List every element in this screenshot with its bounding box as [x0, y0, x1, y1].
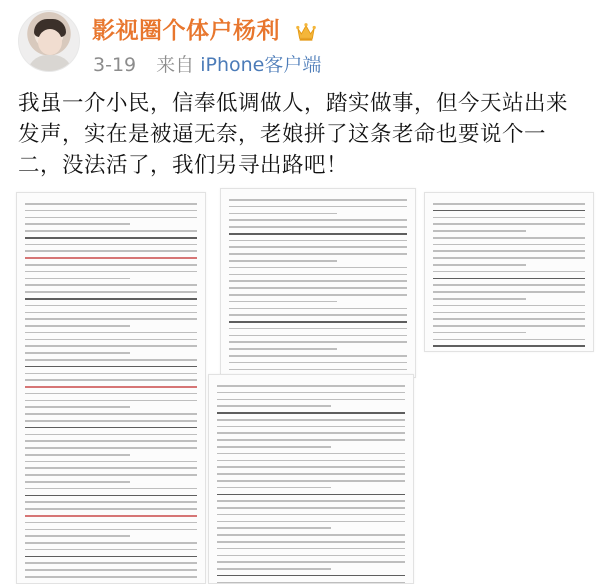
- document-text-line: [433, 318, 585, 320]
- document-text-line: [25, 576, 197, 578]
- document-text-line: [229, 294, 407, 296]
- document-text-line: [217, 412, 405, 414]
- document-text-line: [25, 501, 197, 503]
- document-text-line: [25, 420, 197, 422]
- document-text-line: [217, 385, 405, 387]
- document-text-line: [25, 230, 197, 232]
- document-text-line: [229, 287, 407, 289]
- document-text-line: [25, 332, 197, 334]
- document-text-line: [25, 447, 197, 449]
- document-text-line: [25, 298, 197, 300]
- document-text-line: [433, 284, 585, 286]
- document-text-line: [25, 393, 197, 395]
- post-date: 3-19: [93, 54, 137, 76]
- document-text-line: [229, 219, 407, 221]
- post-body-text: 我虽一介小民，信奉低调做人，踏实做事，但今天站出来发声，实在是被逼无奈，老娘拼了这条老命也要说个一二，没法活了，我们另寻出路吧！: [18, 91, 569, 178]
- document-text-line: [25, 495, 197, 497]
- document-text-line: [433, 298, 526, 300]
- document-text-line: [433, 325, 585, 327]
- document-text-line: [25, 542, 197, 544]
- document-text-line: [433, 264, 526, 266]
- post-meta: [93, 50, 321, 77]
- document-text-line: [25, 556, 197, 558]
- document-text-line: [25, 291, 197, 293]
- crown-icon: [295, 22, 317, 42]
- document-text-line: [25, 474, 197, 476]
- document-text-line: [25, 359, 197, 361]
- document-text-line: [25, 284, 197, 286]
- document-text-line: [25, 305, 197, 307]
- document-text-line: [25, 250, 197, 252]
- document-text-line: [229, 341, 407, 343]
- document-text-line: [25, 223, 130, 225]
- document-text-line: [433, 250, 585, 252]
- user-avatar[interactable]: [18, 10, 80, 72]
- document-text-line: [25, 427, 197, 429]
- document-text-line: [217, 426, 405, 428]
- document-text-line: [433, 332, 526, 334]
- document-text-line: [217, 453, 405, 455]
- document-text-line: [229, 213, 337, 215]
- document-text-line: [217, 487, 331, 489]
- document-text-line: [217, 460, 405, 462]
- post-header: [0, 0, 600, 86]
- document-text-line: [25, 562, 197, 564]
- document-text-line: [25, 515, 197, 517]
- document-text-line: [229, 240, 407, 242]
- document-text-line: [433, 223, 585, 225]
- document-text-line: [25, 352, 130, 354]
- document-text-line: [229, 301, 337, 303]
- document-text-line: [433, 312, 585, 314]
- document-text-line: [229, 267, 407, 269]
- document-text-line: [25, 373, 197, 375]
- document-text-line: [25, 454, 130, 456]
- document-text-line: [229, 335, 407, 337]
- document-text-line: [25, 440, 197, 442]
- document-text-line: [25, 264, 197, 266]
- document-text-line: [25, 406, 130, 408]
- document-text-line: [217, 432, 405, 434]
- document-text-line: [229, 206, 407, 208]
- document-text-line: [25, 467, 197, 469]
- document-text-line: [25, 318, 197, 320]
- document-text-line: [217, 575, 405, 577]
- document-text-line: [25, 244, 197, 246]
- document-text-line: [217, 466, 405, 468]
- document-text-line: [229, 369, 407, 371]
- document-text-line: [217, 473, 405, 475]
- document-text-line: [433, 291, 585, 293]
- document-text-line: [25, 413, 197, 415]
- document-text-line: [217, 405, 331, 407]
- document-text-line: [433, 210, 585, 212]
- document-text-line: [25, 203, 197, 205]
- document-text-line: [229, 321, 407, 323]
- document-text-line: [217, 568, 331, 570]
- document-text-line: [217, 521, 405, 523]
- document-text-line: [433, 339, 585, 341]
- document-text-line: [217, 548, 405, 550]
- document-text-line: [25, 400, 197, 402]
- document-page-4[interactable]: [208, 374, 414, 584]
- document-text-line: [433, 217, 585, 219]
- document-page-1[interactable]: [16, 192, 206, 584]
- document-text-line: [433, 203, 585, 205]
- document-text-line: [25, 325, 130, 327]
- document-text-line: [229, 314, 407, 316]
- document-text-line: [25, 488, 197, 490]
- document-text-line: [229, 260, 337, 262]
- document-text-line: [229, 199, 407, 201]
- document-text-line: [433, 278, 585, 280]
- author-name[interactable]: 影视圈个体户杨利: [92, 12, 317, 45]
- document-text-line: [433, 345, 585, 347]
- document-text-line: [229, 274, 407, 276]
- document-text-line: [217, 399, 405, 401]
- document-page-2[interactable]: [220, 188, 416, 378]
- document-text-line: [433, 257, 585, 259]
- document-text-line: [433, 230, 526, 232]
- document-text-line: [25, 339, 197, 341]
- document-text-line: [229, 362, 407, 364]
- document-text-line: [25, 434, 197, 436]
- document-text-line: [217, 527, 331, 529]
- document-text-line: [229, 253, 407, 255]
- document-text-line: [229, 355, 407, 357]
- document-text-line: [217, 446, 331, 448]
- document-text-line: [217, 555, 405, 557]
- document-text-line: [217, 480, 405, 482]
- document-text-line: [433, 271, 585, 273]
- document-text-line: [25, 549, 197, 551]
- document-text-line: [25, 481, 130, 483]
- document-text-line: [217, 507, 405, 509]
- document-text-line: [25, 569, 197, 571]
- document-text-line: [217, 392, 405, 394]
- document-text-line: [25, 271, 197, 273]
- document-text-line: [25, 366, 197, 368]
- document-text-line: [25, 217, 197, 219]
- document-text-line: [229, 280, 407, 282]
- document-text-line: [25, 379, 197, 381]
- source-client-link[interactable]: iPhone客户端: [200, 54, 322, 76]
- document-text-line: [25, 345, 197, 347]
- document-text-line: [25, 522, 197, 524]
- document-text-line: [217, 582, 405, 584]
- document-text-line: [217, 561, 405, 563]
- source-prefix: 来自: [156, 54, 195, 76]
- document-text-line: [25, 278, 130, 280]
- document-text-line: [229, 246, 407, 248]
- document-text-line: [229, 308, 407, 310]
- document-text-line: [217, 541, 405, 543]
- document-text-line: [217, 439, 405, 441]
- document-text-line: [229, 328, 407, 330]
- document-text-line: [25, 237, 197, 239]
- document-text-line: [25, 210, 197, 212]
- document-text-line: [217, 500, 405, 502]
- document-text-line: [25, 312, 197, 314]
- document-text-line: [433, 244, 585, 246]
- document-text-line: [25, 508, 197, 510]
- document-text-line: [25, 386, 197, 388]
- attached-document-images[interactable]: [8, 188, 596, 584]
- document-text-line: [25, 529, 197, 531]
- document-text-line: [217, 419, 405, 421]
- document-text-line: [25, 257, 197, 259]
- document-page-3[interactable]: [424, 192, 594, 352]
- document-text-line: [217, 534, 405, 536]
- document-text-line: [229, 226, 407, 228]
- document-text-line: [229, 348, 337, 350]
- document-text-line: [217, 494, 405, 496]
- document-text-line: [25, 461, 197, 463]
- document-text-line: [25, 535, 130, 537]
- document-text-line: [217, 514, 405, 516]
- document-text-line: [433, 305, 585, 307]
- document-text-line: [229, 233, 407, 235]
- document-text-line: [433, 237, 585, 239]
